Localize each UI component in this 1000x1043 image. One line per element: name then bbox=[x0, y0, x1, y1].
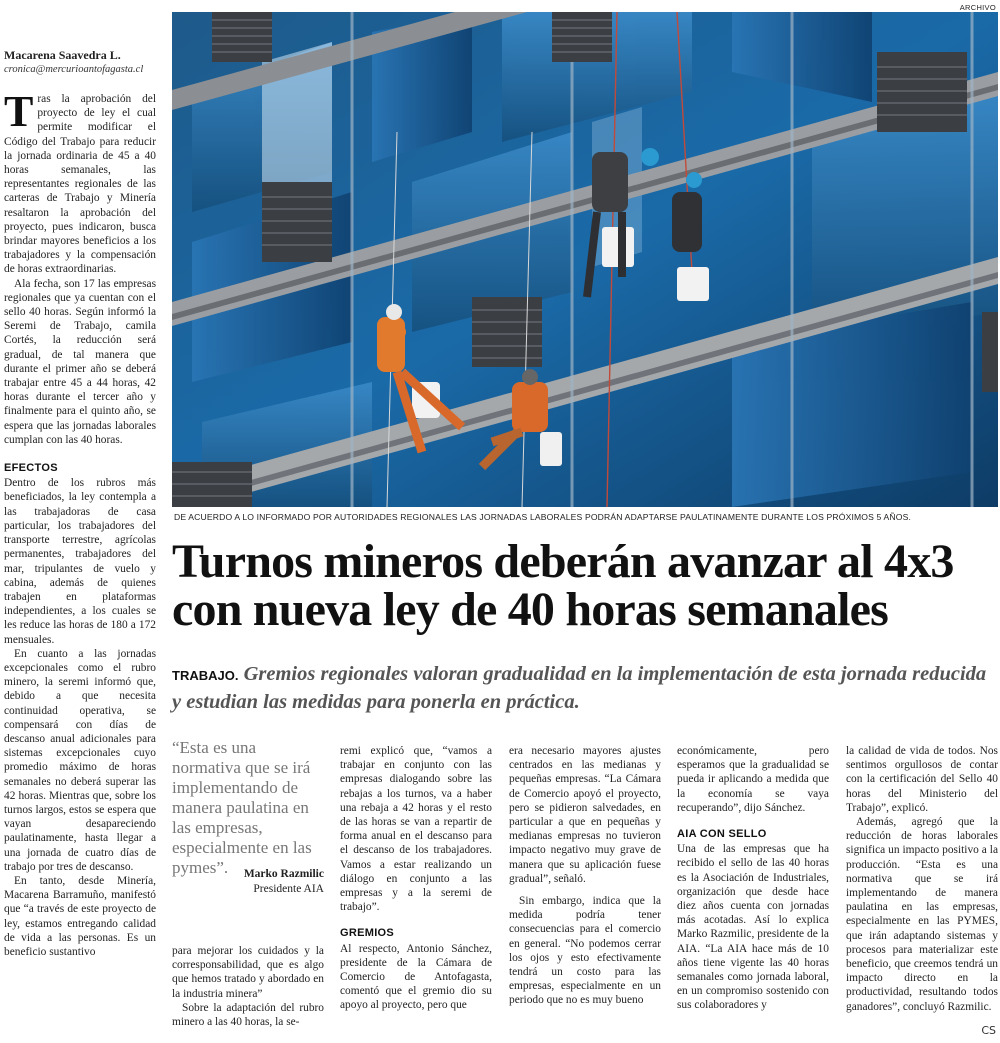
col2-paragraph-2: Sobre la adaptación del rubro minero a las 40 horas, la se- bbox=[172, 1001, 324, 1029]
col1-paragraph-3: Dentro de los rubros más beneficiados, la ley contempla a las trabajadoras de casa particular, los trabajadores del transporte terrestre, agrícolas permanentes, trabajadores del mar, tripulantes de vuelo y cabina, además de quienes trabajen en plataformas independientes, a los cuales se les reduce las horas de 180 a 172 mensuales. bbox=[4, 477, 156, 646]
column-6 bbox=[846, 744, 998, 1038]
col1-paragraph-1: ras la aprobación del proyecto de ley el cual permite modificar el Código del Trabajo para reducir la jornada ordinaria de 45 a 40 horas semanales, las representantes regionales de las carteras de Trabajo y Minería resaltaron la aprobación del proyecto, pues indicaron, busca brindar mayores beneficios a los trabajadores y la compensación de horas extraordinarias. bbox=[4, 93, 156, 276]
byline-email: cronica@mercurioantofagasta.cl bbox=[4, 64, 144, 75]
column-4 bbox=[509, 744, 661, 1038]
subhead-gremios: GREMIOS bbox=[340, 927, 395, 940]
subhead-efectos: EFECTOS bbox=[4, 462, 58, 475]
photo-credit: ARCHIVO bbox=[959, 3, 996, 12]
col4-paragraph-1: era necesario mayores ajustes centrados en las medianas y pequeñas empresas. “La Cámara de Comercio apoyó el proyecto, pero se pidieron salvedades, en particular a que en pequeñas y medianas empresas no tuvieron impacto negativo muy grave de manera que su aplicación fuese gradual”, señaló. bbox=[509, 745, 661, 885]
subhead-aia-con-sello: AIA CON SELLO bbox=[677, 828, 767, 841]
headline-line-2: con nueva ley de 40 horas semanales bbox=[172, 583, 889, 636]
col1-paragraph-2: Ala fecha, son 17 las empresas regionales que ya cuentan con el sello 40 horas. Según informó la Seremi de Trabajo, camila Cortés, la reducción será gradual, de tal manera que durante el primer año se deberá trabajar entre 45 a 44 horas, 42 horas durante el tercer año y finalmente para el quinto año, se espera que las jornadas laborales cumplan con las 40 horas. bbox=[4, 277, 156, 446]
end-mark: CS bbox=[981, 1024, 996, 1037]
column-2 bbox=[172, 944, 324, 1038]
pullquote-role: Presidente AIA bbox=[253, 883, 324, 895]
col1-paragraph-5: En tanto, desde Minería, Macarena Barramuño, manifestó que “a través de este proyecto de ley, estamos entregando calidad de vida a las personas. Es un beneficio sustantivo bbox=[4, 874, 156, 958]
column-3 bbox=[340, 744, 492, 1038]
col6-paragraph-2: Además, agregó que la reducción de horas laborales significa un impacto positivo a la producción. “Esta es una normativa que se irá implementando de manera paulatina en las empresas, especialmente en las PYMES, que irán adaptando sistemas y procesos para materializar este beneficio, que creemos tendrá un impacto directo en la productividad, resultando todos ganadores”, concluyó Razmilic. bbox=[846, 816, 998, 1013]
byline-author: Macarena Saavedra L. bbox=[4, 48, 121, 62]
headline-line-1: Turnos mineros deberán avanzar al 4x3 bbox=[172, 535, 954, 588]
column-1 bbox=[4, 92, 156, 1038]
deck-kicker: TRABAJO. bbox=[172, 668, 239, 683]
dropcap: T bbox=[4, 92, 34, 136]
col1-paragraph-4: En cuanto a las jornadas excepcionales como el rubro minero, la seremi informó que, debido a que necesita continuidad operativa, se compensará con días de descanso anual adicionales para sistemas excepcionales cuyo promedio máximo de horas semanales no deberá superar las 42 horas. Mientras que, sobre los turnos largos, estos se espera que vayan desapareciendo paulatinamente, hasta llegar a una jornada de cuatro días de trabajo por tres de descanso. bbox=[4, 647, 156, 873]
photo-caption: DE ACUERDO A LO INFORMADO POR AUTORIDADES REGIONALES LAS JORNADAS LABORALES PODRÁN ADAPTARSE PAULATINAMENTE DURANTE LOS PRÓXIMOS 5 AÑOS. bbox=[174, 512, 912, 522]
col5-paragraph-1: económicamente, pero esperamos que la gradualidad se pueda ir aplicando a medida que la economía se vaya recuperando”, dijo Sánchez. bbox=[677, 745, 829, 814]
col6-paragraph-1: la calidad de vida de todos. Nos sentimos orgullosos de contar con la certificación del Sello 40 horas del Ministerio del Trabajo”, explicó. bbox=[846, 745, 998, 814]
headline bbox=[172, 535, 1000, 636]
photo bbox=[172, 12, 998, 507]
pullquote-name: Marko Razmilic bbox=[243, 868, 324, 880]
column-5 bbox=[677, 744, 829, 1038]
deck-text: Gremios regionales valoran gradualidad en la implementación de esta jornada reducida y estudian las medidas para ponerla en práctica. bbox=[172, 663, 987, 713]
col2-paragraph-1: para mejorar los cuidados y la corresponsabilidad, que es algo que hemos tratado y abordado en la industria minera” bbox=[172, 945, 324, 1000]
col4-paragraph-2: Sin embargo, indica que la medida podría tener consecuencias para el comercio en general. “No podemos cerrar los ojos y esto efectivamente tendrá un costo para las empresas, especialmente en un periodo que no es muy bueno bbox=[509, 895, 661, 1007]
pullquote-text: “Esta es una normativa que se irá implementando de manera paulatina en las empresas, especialmente en las pymes”. bbox=[172, 738, 312, 877]
deck bbox=[172, 661, 992, 715]
col3-paragraph-1: remi explicó que, “vamos a trabajar en conjunto con las empresas dialogando sobre las rebajas a los turnos, va a haber una rebaja a 42 horas y el resto de las horas se van a repartir de forma anual en el descanso para el descanso de los trabajadores. Vamos a estar realizando un diálogo en conjunto a las empresas y a la seremi de trabajo”. bbox=[340, 745, 492, 914]
photo-building-facade bbox=[172, 12, 998, 507]
col3-paragraph-2: Al respecto, Antonio Sánchez, presidente de la Cámara de Comercio de Antofagasta, comentó que el gremio dio su apoyo al proyecto, pero que bbox=[340, 942, 492, 1012]
col5-paragraph-2: Una de las empresas que ha recibido el sello de las 40 horas es la Asociación de Industriales, organización que desde hace diez años cuenta con jornadas más acotadas. Así lo explica Marko Razmilic, presidente de la AIA. “La AIA hace más de 10 años tiene vigente las 40 horas semanales como jornada laboral, en un compromiso sostenido con sus colaboradores y bbox=[677, 843, 829, 1012]
